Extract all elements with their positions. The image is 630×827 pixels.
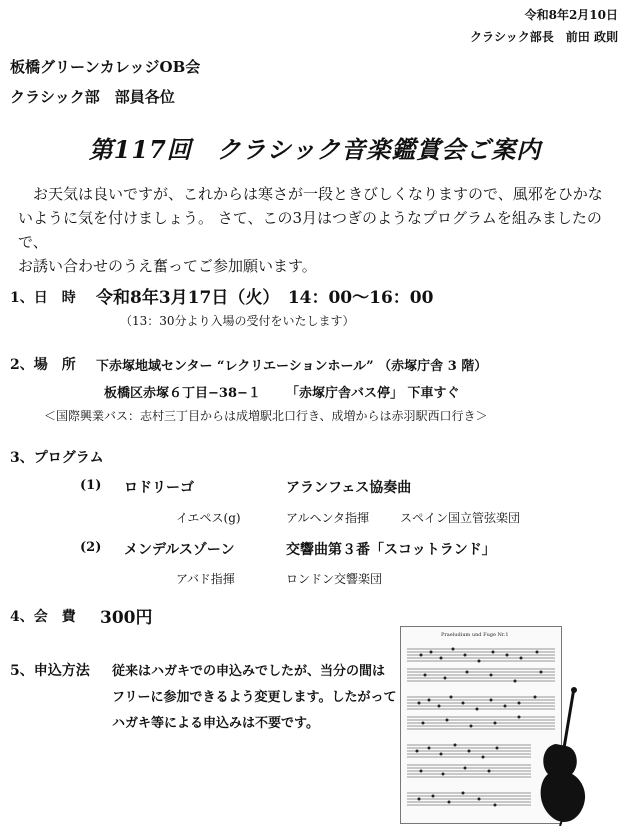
intro-line: いように気を付けましょう。 さて、この3月はつぎのようなプログラムを組みましたので、 bbox=[18, 209, 602, 251]
cello-icon bbox=[534, 686, 590, 826]
datetime-value: 令和8年3月17日（火） 14：00～16：00 bbox=[96, 288, 434, 308]
program-item-conductor: アバド指揮 bbox=[176, 572, 235, 586]
venue-name: 下赤塚地域センター “レクリエーションホール” （赤塚庁舎 3 階） bbox=[96, 359, 488, 374]
fee-value: 300円 bbox=[100, 608, 153, 628]
program-item-soloist: イエペス(g) bbox=[176, 511, 241, 525]
document-date: 令和8年2月10日 bbox=[524, 8, 618, 22]
fee-label: 4、会 費 bbox=[10, 609, 76, 625]
program-item-work: アランフェス協奏曲 bbox=[286, 480, 412, 496]
apply-label: 5、申込方法 bbox=[10, 663, 90, 679]
program-item-orchestra: スペイン国立管弦楽団 bbox=[400, 511, 521, 525]
datetime-label: 1、日 時 bbox=[10, 290, 76, 306]
document-title: 第117回 クラシック音楽鑑賞会ご案内 bbox=[88, 135, 542, 164]
score-title: Praeludium und Fuge Nr.1 bbox=[441, 632, 509, 638]
addressee-organization: 板橋グリーンカレッジOB会 bbox=[10, 58, 201, 76]
addressee-members: クラシック部 部員各位 bbox=[10, 88, 175, 106]
apply-text-line: ハガキ等による申込みは不要です。 bbox=[112, 716, 319, 731]
intro-line: お誘い合わせのうえ奮ってご参加願います。 bbox=[18, 257, 317, 275]
program-item-composer: ロドリーゴ bbox=[124, 480, 194, 496]
venue-bus-stop: 「赤塚庁舎バス停」 下車すぐ bbox=[286, 386, 460, 401]
program-item-number: (2) bbox=[80, 540, 102, 555]
intro-line: お天気は良いですが、これからは寒さが一段ときびしくなりますので、風邪をひかな bbox=[33, 185, 603, 203]
venue-address: 板橋区赤塚６丁目−38−１ bbox=[104, 386, 261, 401]
program-label: 3、プログラム bbox=[10, 450, 104, 466]
venue-label: 2、場 所 bbox=[10, 357, 76, 373]
program-item-composer: メンデルスゾーン bbox=[124, 542, 235, 558]
program-item-orchestra: ロンドン交響楽団 bbox=[286, 572, 383, 586]
datetime-note: （13：30分より入場の受付をいたします） bbox=[120, 314, 355, 328]
program-item-number: (1) bbox=[80, 478, 102, 493]
program-item-conductor: アルヘンタ指揮 bbox=[286, 511, 370, 525]
apply-text-line: フリーに参加できるよう変更します。したがって bbox=[112, 690, 397, 705]
venue-bus-info: ＜国際興業バス：志村三丁目からは成増駅北口行き、成増からは赤羽駅西口行き＞ bbox=[44, 409, 488, 423]
program-item-work: 交響曲第３番「スコットランド」 bbox=[286, 542, 496, 558]
apply-text-line: 従来はハガキでの申込みでしたが、当分の間は bbox=[112, 664, 386, 679]
intro-paragraph bbox=[18, 182, 618, 278]
document-author: クラシック部長 前田 政則 bbox=[470, 30, 618, 44]
